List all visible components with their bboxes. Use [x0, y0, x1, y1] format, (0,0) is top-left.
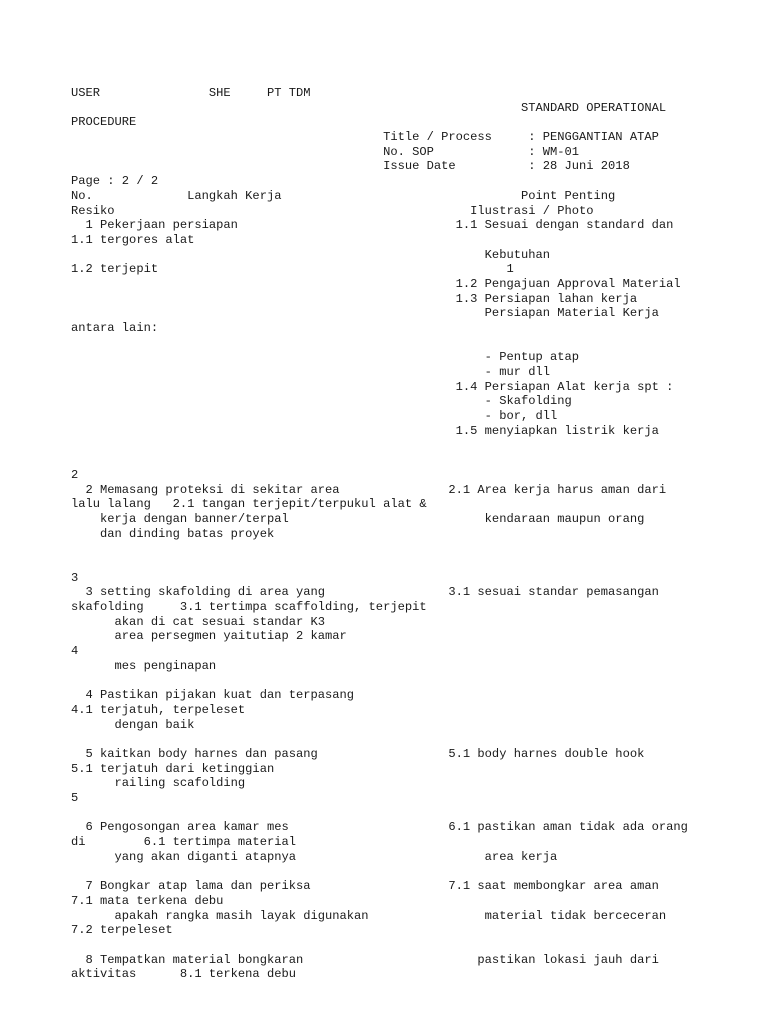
document-line: 5 kaitkan body harnes dan pasang 5.1 body harnes double hook	[71, 746, 645, 761]
document-line: Issue Date : 28 Juni 2018	[71, 159, 630, 174]
document-line: 7.2 terpeleset	[71, 923, 173, 938]
document-line: Page : 2 / 2	[71, 174, 159, 189]
document-line	[71, 938, 761, 953]
document-line: USER SHE PT TDM	[71, 86, 311, 100]
document-line: Persiapan Material Kerja	[71, 306, 659, 321]
document-line: STANDARD OPERATIONAL	[71, 100, 667, 115]
document-line: apakah rangka masih layak digunakan material tidak berceceran	[71, 908, 667, 923]
document-line: antara lain:	[71, 321, 159, 335]
document-line: Kebutuhan	[71, 247, 550, 262]
document-line	[71, 732, 761, 747]
document-line: kerja dengan banner/terpal kendaraan maupun orang	[71, 511, 645, 526]
document-line: 1.1 tergores alat	[71, 232, 195, 247]
document-line: 3	[71, 570, 79, 585]
document-line: mes penginapan	[71, 658, 217, 673]
document-line: skafolding 3.1 tertimpa scaffolding, terjepit	[71, 600, 427, 615]
document-line: Resiko Ilustrasi / Photo	[71, 203, 594, 218]
document-line: 1.4 Persiapan Alat kerja spt :	[71, 379, 674, 394]
document-line	[71, 541, 761, 556]
document-line: - Skafolding	[71, 394, 572, 409]
document-line: 7 Bongkar atap lama dan periksa 7.1 saat membongkar area aman	[71, 879, 659, 894]
document-line: 4 Pastikan pijakan kuat dan terpasang	[71, 688, 355, 703]
document-line: di 6.1 tertimpa material	[71, 835, 296, 850]
document-line: 1.2 terjepit 1	[71, 262, 514, 277]
document-line: dengan baik	[71, 717, 195, 732]
document-line: No. SOP : WM-01	[71, 144, 580, 159]
sop-document	[71, 86, 761, 982]
document-line: No. Langkah Kerja Point Penting	[71, 188, 616, 203]
document-line: railing scafolding	[71, 776, 246, 791]
document-line	[71, 674, 761, 689]
document-line	[71, 336, 761, 351]
document-line: yang akan diganti atapnya area kerja	[71, 849, 558, 864]
document-line: 4	[71, 644, 79, 659]
document-line: - mur dll	[71, 365, 550, 380]
document-line: akan di cat sesuai standar K3	[71, 614, 326, 629]
document-line: 1.2 Pengajuan Approval Material	[71, 276, 681, 291]
document-line	[71, 864, 761, 879]
document-line: 1.5 menyiapkan listrik kerja	[71, 423, 659, 438]
document-line: aktivitas 8.1 terkena debu	[71, 967, 296, 982]
document-line	[71, 806, 761, 821]
document-line: Title / Process : PENGGANTIAN ATAP	[71, 130, 659, 145]
document-line: area persegmen yaitutiap 2 kamar	[71, 629, 347, 644]
document-line: 1 Pekerjaan persiapan 1.1 Sesuai dengan standard dan	[71, 218, 674, 233]
document-line: 3 setting skafolding di area yang 3.1 sesuai standar pemasangan	[71, 585, 659, 600]
document-line: - bor, dll	[71, 409, 558, 424]
document-line: PROCEDURE	[71, 115, 137, 130]
document-line: 4.1 terjatuh, terpeleset	[71, 702, 246, 717]
document-lines	[71, 86, 761, 982]
document-line	[71, 439, 761, 454]
document-line	[71, 453, 761, 468]
document-line: 2 Memasang proteksi di sekitar area 2.1 Area kerja harus aman dari	[71, 482, 667, 497]
document-line: 8 Tempatkan material bongkaran pastikan lokasi jauh dari	[71, 952, 659, 967]
document-line: 7.1 mata terkena debu	[71, 893, 224, 908]
document-line: lalu lalang 2.1 tangan terjepit/terpukul alat &	[71, 497, 427, 512]
document-line	[71, 556, 761, 571]
document-line: - Pentup atap	[71, 350, 580, 365]
document-line: 5.1 terjatuh dari ketinggian	[71, 761, 275, 776]
document-line: 6 Pengosongan area kamar mes 6.1 pastikan aman tidak ada orang	[71, 820, 688, 835]
document-line: 2	[71, 467, 79, 482]
document-line: dan dinding batas proyek	[71, 526, 275, 541]
document-line: 1.3 Persiapan lahan kerja	[71, 291, 638, 306]
document-line: 5	[71, 791, 79, 805]
